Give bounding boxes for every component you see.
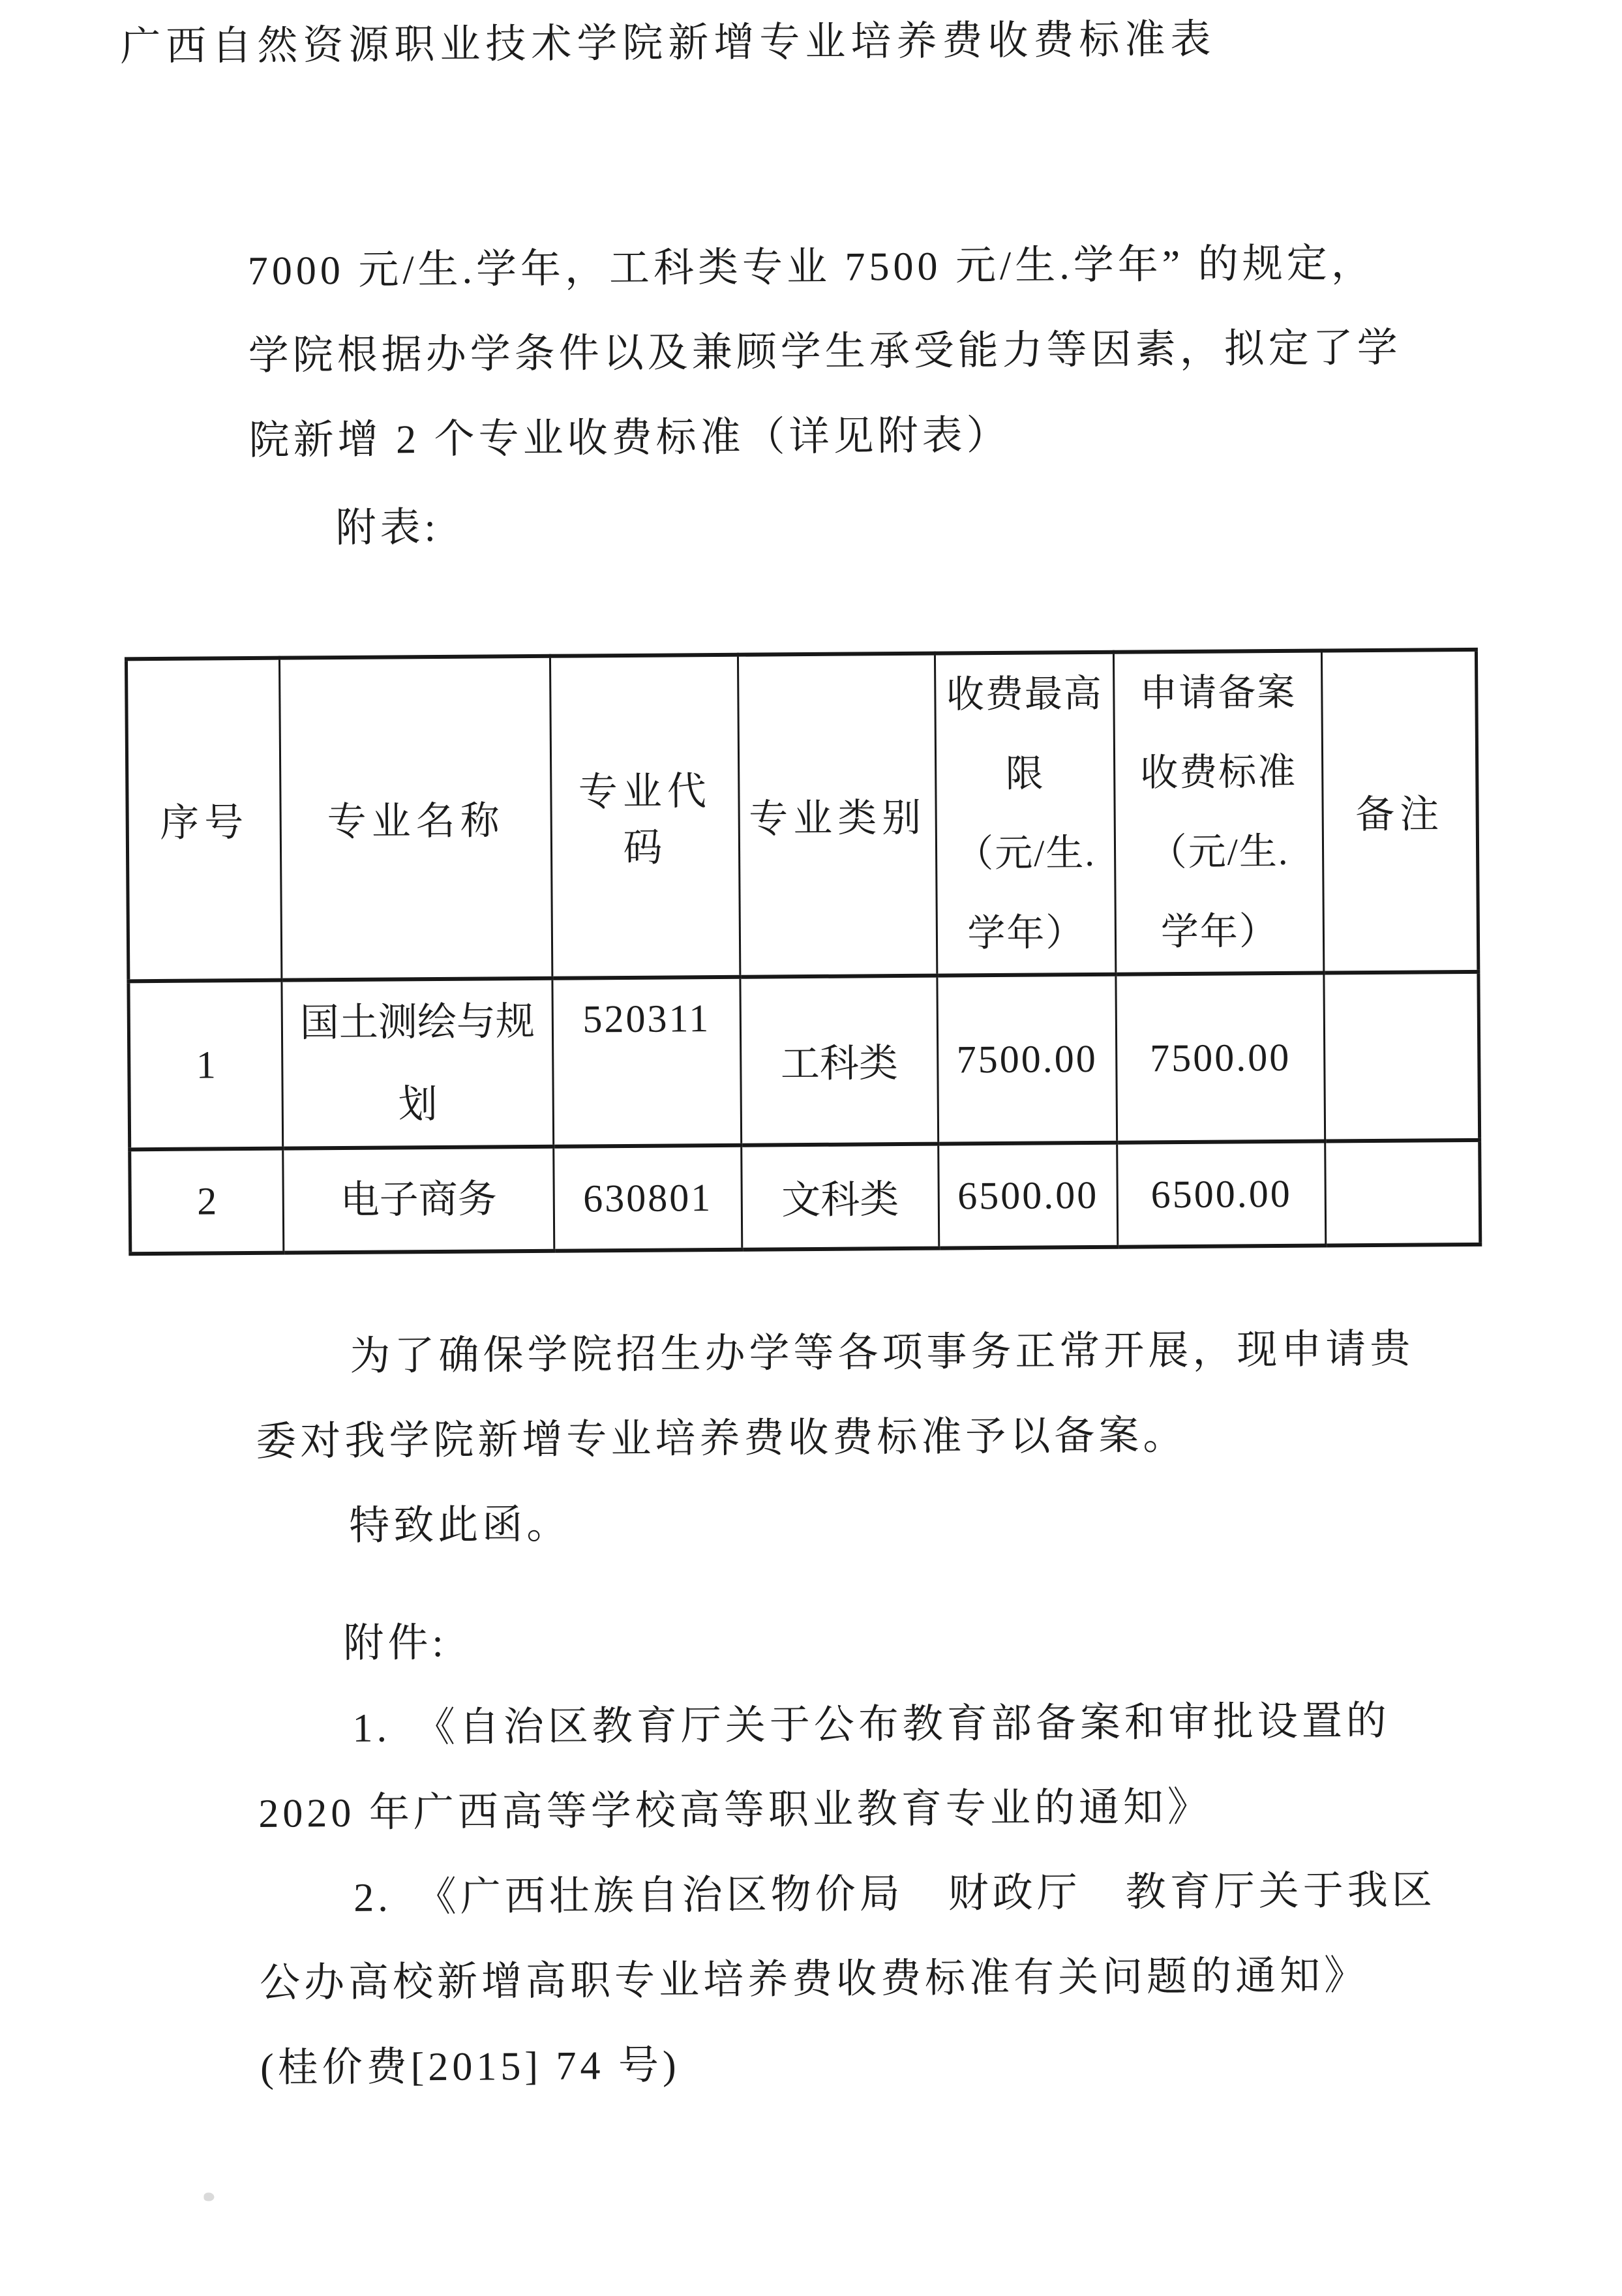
fee-table-header (126, 650, 1478, 981)
intro-paragraph-line: 院新增 2 个专业收费标准（详见附表） (248, 413, 1011, 463)
fee-table-title: 广西自然资源职业技术学院新增专业培养费收费标准表 (120, 17, 1216, 70)
intro-paragraph-line: 7000 元/生.学年，工科类专业 7500 元/生.学年” 的规定， (247, 241, 1376, 294)
cell-filed-fee: 7500.00 (1116, 973, 1325, 1143)
attached-table-label-text: 附表: (335, 505, 440, 551)
intro-paragraph (247, 221, 1402, 483)
header-cell-max-fee: 收费最高 限 （元/生. 学年） (935, 652, 1115, 976)
cell-max-fee: 7500.00 (937, 974, 1117, 1144)
cell-major-code: 520311 (552, 977, 742, 1147)
attachment-item-line: 公办高校新增高职专业培养费收费标准有关问题的通知》 (259, 1954, 1369, 2006)
cell-remark (1324, 972, 1480, 1141)
attachment-item-line: 2020 年广西高等学校高等职业教育专业的通知》 (258, 1785, 1212, 1836)
header-cell-seq: 序号 (126, 658, 281, 982)
fee-standard-table (125, 648, 1482, 1256)
attached-table-label (335, 485, 440, 571)
cell-major-name: 电子商务 (283, 1147, 554, 1253)
attachment-item-line: 1. 《自治区教育厅关于公布教育部备案和审批设置的 (352, 1699, 1391, 1751)
header-cell-major-code: 专业代码 (550, 655, 740, 978)
closing-line-block (349, 1483, 571, 1569)
cell-seq: 1 (128, 980, 283, 1150)
header-cell-major-name: 专业名称 (279, 656, 552, 980)
cell-major-category: 工科类 (740, 976, 939, 1145)
attachments-label (343, 1601, 447, 1686)
table-row (128, 972, 1480, 1149)
fee-table-body (128, 972, 1480, 1254)
header-cell-filed-fee: 申请备案 收费标准 （元/生. 学年） (1113, 651, 1323, 974)
attachment-item-2 (259, 1848, 1437, 2111)
intro-paragraph-line: 学院根据办学条件以及兼顾学生承受能力等因素，拟定了学 (248, 325, 1402, 378)
cell-max-fee: 6500.00 (939, 1143, 1118, 1248)
cell-major-category: 文科类 (742, 1144, 939, 1250)
request-paragraph (255, 1307, 1415, 1485)
header-cell-major-category: 专业类别 (738, 654, 937, 977)
cell-filed-fee: 6500.00 (1117, 1141, 1326, 1247)
attachment-item-1 (258, 1679, 1391, 1856)
table-row (130, 1140, 1480, 1254)
attachment-item-line: (桂价费[2015] 74 号) (260, 2043, 680, 2091)
fee-table-header-row (126, 650, 1478, 981)
header-cell-remark: 备注 (1321, 650, 1478, 973)
attachment-item-line: 2. 《广西壮族自治区物价局 财政厅 教育厅关于我区 (353, 1868, 1436, 1920)
attachments-label-text: 附件: (343, 1620, 447, 1667)
cell-remark (1325, 1140, 1480, 1246)
scan-smudge-artifact (203, 2192, 214, 2201)
cell-seq: 2 (130, 1149, 284, 1254)
closing-line: 特致此函。 (349, 1502, 571, 1548)
cell-major-code: 630801 (554, 1145, 742, 1251)
request-paragraph-line: 委对我学院新增专业培养费收费标准予以备案。 (256, 1413, 1188, 1464)
request-paragraph-line: 为了确保学院招生办学等各项事务正常开展，现申请贵 (350, 1327, 1415, 1379)
cell-major-name: 国土测绘与规划 (282, 978, 554, 1149)
